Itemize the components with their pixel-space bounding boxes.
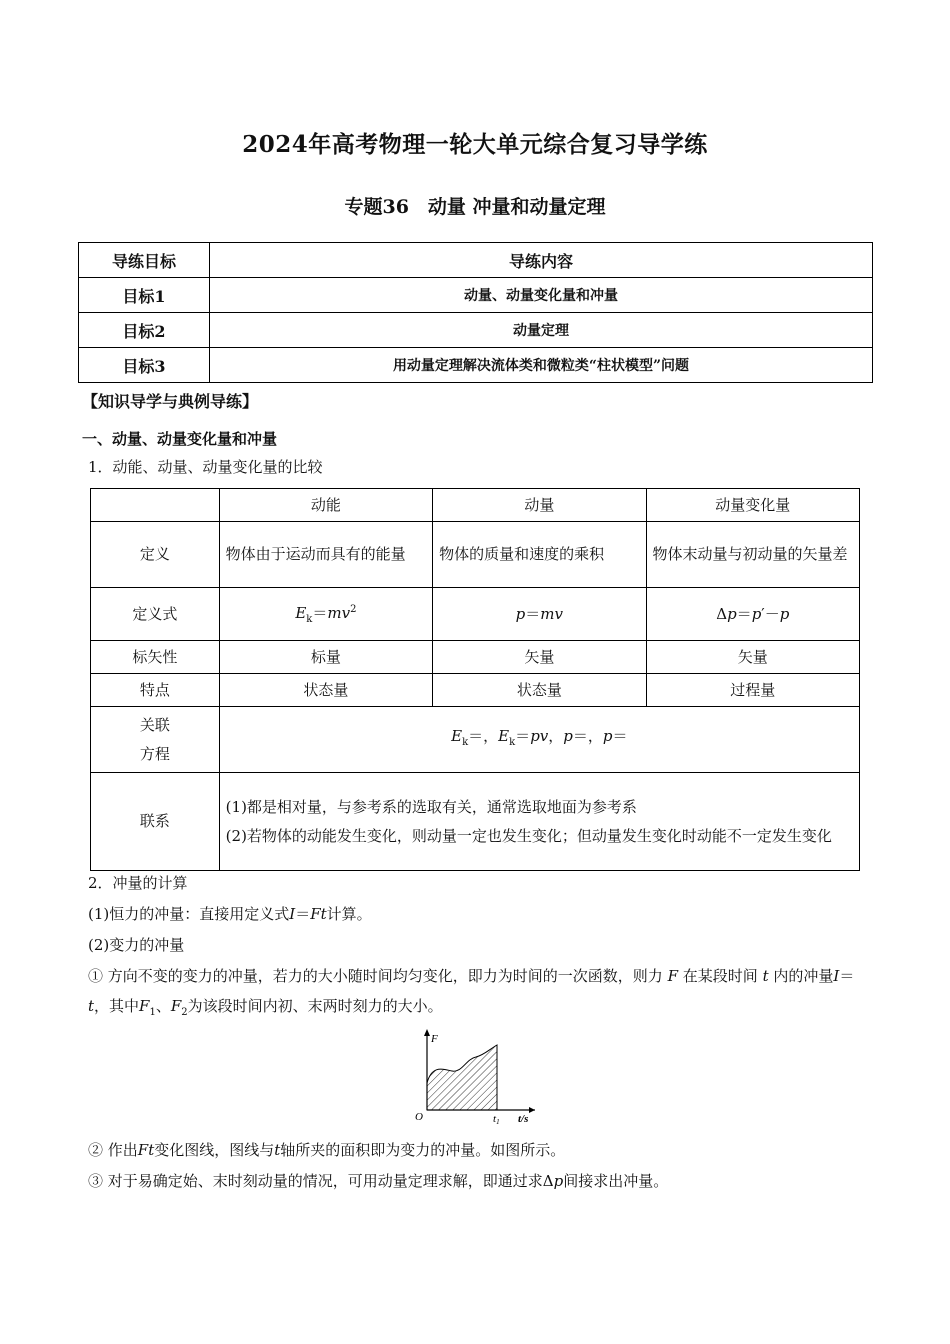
- goals-cell: 用动量定理解决流体类和微粒类“柱状模型”问题: [210, 348, 873, 383]
- cmp-row-label: 标矢性: [91, 641, 220, 674]
- x-axis-arrow: [529, 1107, 535, 1113]
- item-heading: 2．冲量的计算: [88, 874, 188, 892]
- table-row: [79, 243, 873, 278]
- formula-delta: Δp＝p′－p: [646, 588, 859, 641]
- paragraph: ① 方向不变的变力的冲量，若力的大小随时间均匀变化，即力为时间的一次函数，则力 F 在某段时间 t 内的冲量I＝t，其中$F_1$、$F_2$为该段时间内初、末两时刻力的大小。: [88, 967, 855, 1018]
- paragraph: (1)恒力的冲量：直接用定义式I＝Ft计算。: [88, 905, 372, 923]
- cmp-row-label: 定义: [91, 522, 220, 588]
- table-row: [91, 707, 860, 773]
- goals-cell: 动量定理: [210, 313, 873, 348]
- origin-label: O: [415, 1111, 423, 1123]
- comparison-table: [90, 488, 860, 871]
- paragraph: ③ 对于易确定始、末时刻动量的情况，可用动量定理求解，即通过求Δp间接求出冲量。: [88, 1172, 669, 1190]
- cmp-header: 动量变化量: [646, 489, 859, 522]
- cmp-header: 动能: [219, 489, 432, 522]
- link-line: (2)若物体的动能发生变化，则动量一定也发生变化；但动量发生变化时动能不一定发生变化: [225, 826, 832, 845]
- table-row: [91, 522, 860, 588]
- goals-table: [78, 242, 873, 383]
- goals-cell: 目标2: [79, 313, 210, 348]
- section-heading: 一、动量、动量变化量和冲量: [82, 430, 278, 448]
- cmp-cell: 状态量: [219, 674, 432, 707]
- y-axis-arrow: [424, 1029, 430, 1036]
- cmp-cell: 标量: [219, 641, 432, 674]
- table-row: [91, 641, 860, 674]
- document-title: 2024年高考物理一轮大单元综合复习导学练: [242, 131, 708, 158]
- cmp-header-empty: [91, 489, 220, 522]
- table-row: [91, 773, 860, 871]
- goals-header-content: 导练内容: [210, 243, 873, 278]
- cmp-cell: 物体由于运动而具有的能量: [219, 522, 432, 588]
- relation-formulas: $E_k=$，$E_k=pv$，p＝，p＝: [219, 707, 859, 773]
- cmp-row-label: 联系: [91, 773, 220, 871]
- section-label: 【知识导学与典例导练】: [82, 392, 259, 411]
- paragraph: ② 作出Ft变化图线，图线与t轴所夹的面积即为变力的冲量。如图所示。: [88, 1141, 566, 1159]
- cmp-cell: 状态量: [433, 674, 646, 707]
- cmp-header: 动量: [433, 489, 646, 522]
- goals-header-target: 导练目标: [79, 243, 210, 278]
- cmp-row-label: 特点: [91, 674, 220, 707]
- table-row: [79, 313, 873, 348]
- table-row: [91, 674, 860, 707]
- formula-kinetic: $E_k=mv^2$: [219, 588, 432, 641]
- cmp-row-label: [91, 707, 220, 773]
- table-row: [91, 588, 860, 641]
- y-axis-label: F: [431, 1033, 438, 1045]
- area-under-curve: [427, 1045, 497, 1110]
- link-line: (1)都是相对量，与参考系的选取有关，通常选取地面为参考系: [225, 797, 637, 816]
- cmp-cell: 矢量: [433, 641, 646, 674]
- item-heading: 1．动能、动量、动量变化量的比较: [88, 458, 323, 476]
- cmp-cell: 过程量: [646, 674, 859, 707]
- cmp-cell: 矢量: [646, 641, 859, 674]
- goals-cell: 动量、动量变化量和冲量: [210, 278, 873, 313]
- paragraph: (2)变力的冲量: [88, 936, 185, 954]
- cmp-cell: 物体的质量和速度的乘积: [433, 522, 646, 588]
- t1-label: t1: [493, 1113, 500, 1126]
- table-row: [79, 278, 873, 313]
- force-time-graph: [410, 1025, 540, 1135]
- label-line: 方程: [139, 744, 170, 763]
- table-row: [91, 489, 860, 522]
- goals-cell: 目标1: [79, 278, 210, 313]
- link-content: [219, 773, 859, 871]
- x-axis-label: t/s: [518, 1113, 529, 1125]
- document-subtitle: 专题36 动量 冲量和动量定理: [344, 196, 606, 218]
- label-line: 关联: [139, 715, 170, 734]
- cmp-row-label: 定义式: [91, 588, 220, 641]
- goals-cell: 目标3: [79, 348, 210, 383]
- cmp-cell: 物体末动量与初动量的矢量差: [646, 522, 859, 588]
- formula-momentum: p＝mv: [433, 588, 646, 641]
- table-row: [79, 348, 873, 383]
